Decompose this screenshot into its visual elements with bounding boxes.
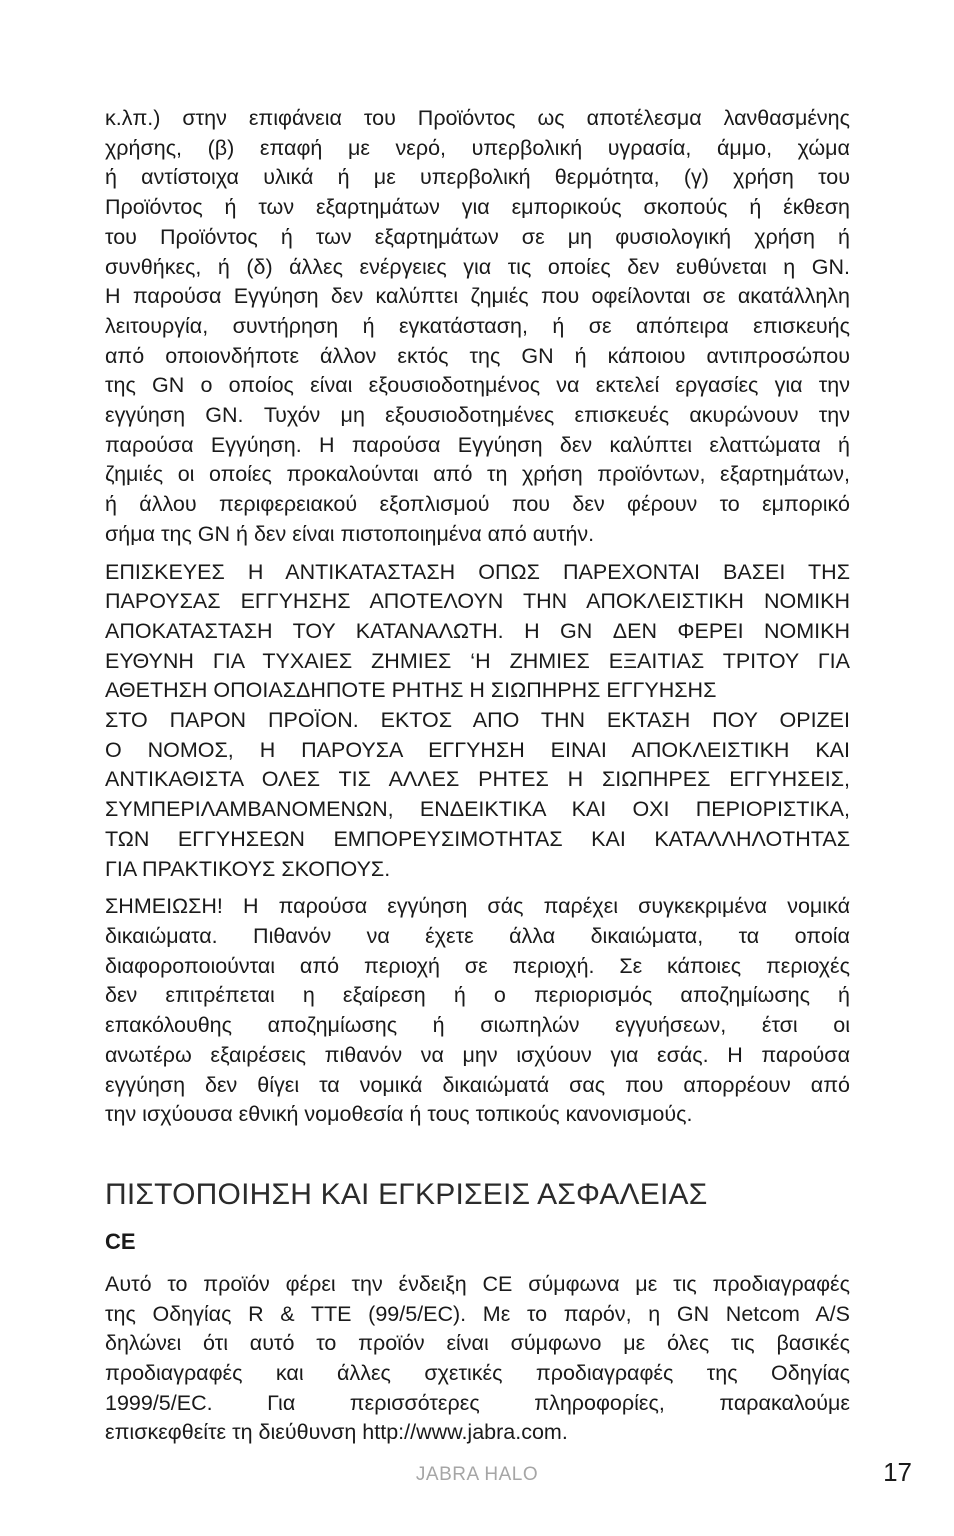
- ce-paragraph: [105, 1270, 850, 1448]
- text-line: ΣΗΜΕΙΩΣΗ! Η παρούσα εγγύηση σάς παρέχει συγκεκριμένα νομικά: [105, 894, 850, 919]
- text-line: ΤΩΝ ΕΓΓΥΗΣΕΩΝ ΕΜΠΟΡΕΥΣΙΜΟΤΗΤΑΣ ΚΑΙ ΚΑΤΑΛΛΗΛΟΤΗΤΑΣ: [105, 826, 850, 851]
- text-line: 1999/5/EC. Για περισσότερες πληροφορίες, παρακαλούμε: [105, 1390, 850, 1415]
- disclaimer-paragraph: [105, 558, 850, 885]
- text-line: παρούσα Εγγύηση. Η παρούσα Εγγύηση δεν καλύπτει ελαττώματα ή: [105, 432, 850, 457]
- text-line: ή άλλου περιφερειακού εξοπλισμού που δεν φέρουν το εμπορικό: [105, 492, 850, 517]
- text-line: επακόλουθης αποζημίωσης ή σιωπηλών εγγυήσεων, έτσι οι: [105, 1013, 850, 1038]
- text-line: της Οδηγίας R & TTE (99/5/EC). Με το παρόν, η GN Netcom A/S: [105, 1301, 850, 1326]
- text-line: ανωτέρω εξαιρέσεις πιθανόν να μην ισχύουν για εσάς. Η παρούσα: [105, 1042, 850, 1067]
- text-line: δικαιώματα. Πιθανόν να έχετε άλλα δικαιώματα, τα οποία: [105, 923, 850, 948]
- text-line: ζημιές οι οποίες προκαλούνται από τη χρήση προϊόντων, εξαρτημάτων,: [105, 462, 850, 487]
- text-line: της GN ο οποίος είναι εξουσιοδοτημένος να εκτελεί εργασίες για την: [105, 373, 850, 398]
- text-line: ΣΤΟ ΠΑΡΟΝ ΠΡΟΪΟΝ. ΕΚΤΟΣ ΑΠΟ ΤΗΝ ΕΚΤΑΣΗ ΠΟΥ ΟΡΙΖΕΙ: [105, 708, 850, 733]
- text-line: Προϊόντος ή των εξαρτημάτων για εμπορικούς σκοπούς ή έκθεση: [105, 195, 850, 220]
- page-number: 17: [883, 1457, 912, 1487]
- document-body: [105, 104, 850, 1448]
- text-line: συνθήκες, ή (δ) άλλες ενέργειες για τις οποίες δεν ευθύνεται η GN.: [105, 254, 850, 279]
- text-line: δεν επιτρέπεται η εξαίρεση ή ο περιορισμός αποζημίωσης ή: [105, 983, 850, 1008]
- text-line: προδιαγραφές και άλλες σχετικές προδιαγραφές της Οδηγίας: [105, 1361, 850, 1386]
- text-line: ΑΘΕΤΗΣΗ ΟΠΟΙΑΣΔΗΠΟΤΕ ΡΗΤΗΣ Η ΣΙΩΠΗΡΗΣ ΕΓΓΥΗΣΗΣ: [105, 678, 717, 703]
- text-line: Ο ΝΟΜΟΣ, Η ΠΑΡΟΥΣΑ ΕΓΓΥΗΣΗ ΕΙΝΑΙ ΑΠΟΚΛΕΙΣΤΙΚΗ ΚΑΙ: [105, 737, 850, 762]
- text-line: του Προϊόντος ή των εξαρτημάτων σε μη φυσιολογική χρήση ή: [105, 224, 850, 249]
- text-line: ΣΥΜΠΕΡΙΛΑΜΒΑΝΟΜΕΝΩΝ, ΕΝΔΕΙΚΤΙΚΑ ΚΑΙ ΟΧΙ ΠΕΡΙΟΡΙΣΤΙΚΑ,: [105, 797, 850, 822]
- text-line: εγγύηση δεν θίγει τα νομικά δικαιώματά σας που απορρέουν από: [105, 1072, 850, 1097]
- text-line: ΠΑΡΟΥΣΑΣ ΕΓΓΥΗΣΗΣ ΑΠΟΤΕΛΟΥΝ ΤΗΝ ΑΠΟΚΛΕΙΣΤΙΚΗ ΝΟΜΙΚΗ: [105, 589, 850, 614]
- text-line: ΑΝΤΙΚΑΘΙΣΤΑ ΟΛΕΣ ΤΙΣ ΑΛΛΕΣ ΡΗΤΕΣ Η ΣΙΩΠΗΡΕΣ ΕΓΓΥΗΣΕΙΣ,: [105, 767, 850, 792]
- text-line: ΓΙΑ ΠΡΑΚΤΙΚΟΥΣ ΣΚΟΠΟΥΣ.: [105, 856, 391, 881]
- section-title: ΠΙΣΤΟΠΟΙΗΣΗ ΚΑΙ ΕΓΚΡΙΣΕΙΣ ΑΣΦΑΛΕΙΑΣ: [105, 1177, 708, 1211]
- text-line: επισκεφθείτε τη διεύθυνση http://www.jabra.com.: [105, 1420, 568, 1445]
- text-line: εγγύηση GN. Τυχόν μη εξουσιοδοτημένες επισκευές ακυρώνουν την: [105, 403, 850, 428]
- footer-brand: JABRA HALO: [415, 1464, 539, 1485]
- ce-subtitle: CE: [105, 1228, 136, 1254]
- text-line: κ.λπ.) στην επιφάνεια του Προϊόντος ως αποτέλεσμα λανθασμένης: [105, 106, 850, 130]
- text-line: από οποιονδήποτε άλλον εκτός της GN ή κάποιου αντιπροσώπου: [105, 343, 850, 368]
- text-line: σήμα της GN ή δεν είναι πιστοποιημένα από αυτήν.: [105, 521, 595, 546]
- text-line: Η παρούσα Εγγύηση δεν καλύπτει ζημιές που οφείλονται σε ακατάλληλη: [105, 284, 850, 309]
- warranty-paragraph: [105, 104, 850, 550]
- text-line: δηλώνει ότι αυτό το προϊόν είναι σύμφωνο με όλες τις βασικές: [105, 1331, 850, 1356]
- text-line: την ισχύουσα εθνική νομοθεσία ή τους τοπικούς κανονισμούς.: [105, 1102, 693, 1127]
- text-line: Αυτό το προϊόν φέρει την ένδειξη CE σύμφωνα με τις προδιαγραφές: [105, 1271, 850, 1296]
- text-line: λειτουργία, συντήρηση ή εγκατάσταση, ή σε απόπειρα επισκευής: [105, 313, 850, 338]
- text-line: ΕΥΘΥΝΗ ΓΙΑ ΤΥΧΑΙΕΣ ΖΗΜΙΕΣ ‘Η ΖΗΜΙΕΣ ΕΞΑΙΤΙΑΣ ΤΡΙΤΟΥ ΓΙΑ: [105, 648, 850, 673]
- text-line: ή αντίστοιχα υλικά ή με υπερβολική θερμότητα, (γ) χρήση του: [105, 165, 850, 190]
- text-line: ΕΠΙΣΚΕΥΕΣ Η ΑΝΤΙΚΑΤΑΣΤΑΣΗ ΟΠΩΣ ΠΑΡΕΧΟΝΤΑΙ ΒΑΣΕΙ ΤΗΣ: [105, 559, 850, 584]
- text-line: ΑΠΟΚΑΤΑΣΤΑΣΗ ΤΟΥ ΚΑΤΑΝΑΛΩΤΗ. Η GN ΔΕΝ ΦΕΡΕΙ ΝΟΜΙΚΗ: [105, 618, 850, 643]
- text-line: χρήσης, (β) επαφή με νερό, υπερβολική υγρασία, άμμο, χώμα: [105, 135, 850, 160]
- note-paragraph: [105, 892, 850, 1130]
- text-line: διαφοροποιούνται από περιοχή σε περιοχή. Σε κάποιες περιοχές: [105, 953, 850, 978]
